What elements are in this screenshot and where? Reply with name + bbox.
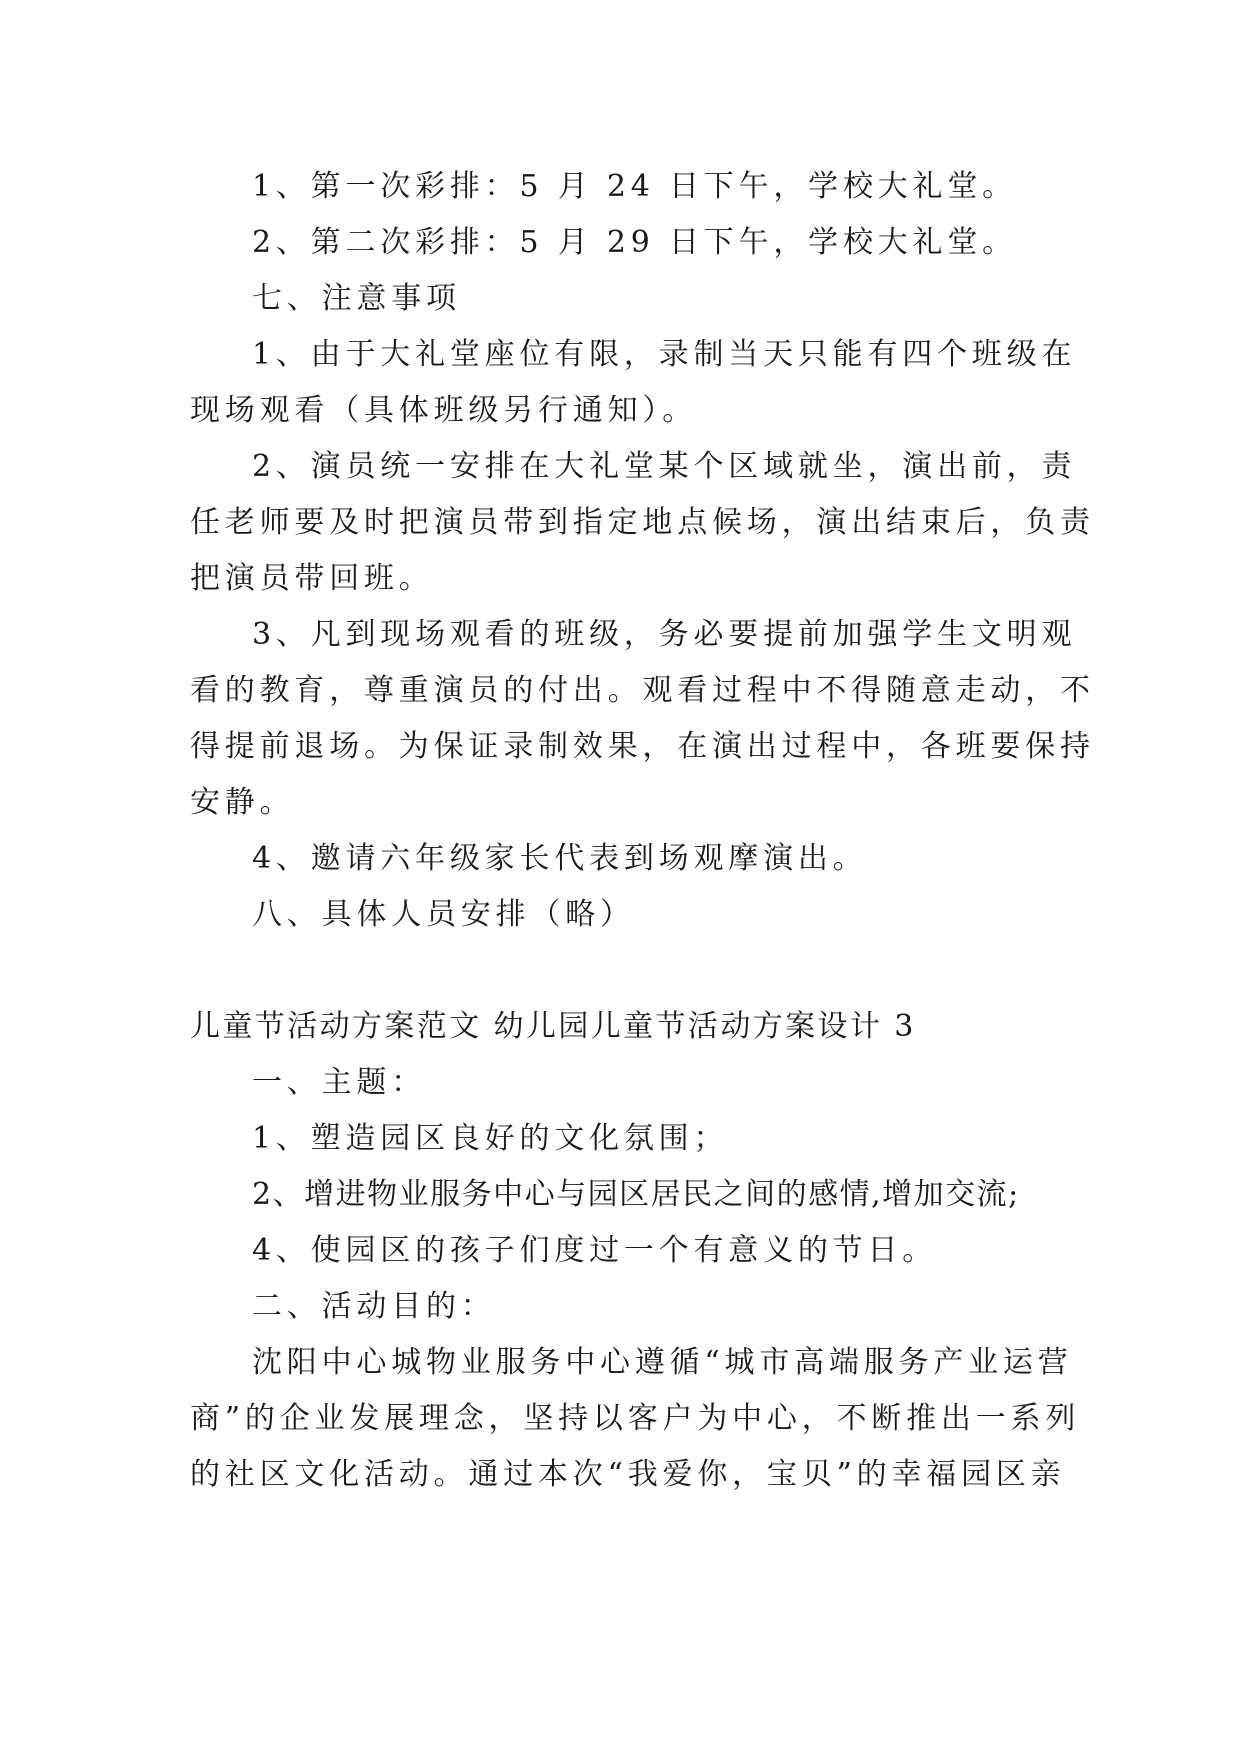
note-3-line-1: 3、凡到现场观看的班级，务必要提前加强学生文明观 [252,617,1077,652]
document-title: 儿童节活动方案范文 幼儿园儿童节活动方案设计 3 [190,1009,916,1044]
rehearsal-2-line: 2、第二次彩排：5 月 29 日下午，学校大礼堂。 [252,225,1017,260]
note-3-line-4: 安静。 [190,785,295,820]
rehearsal-1-line: 1、第一次彩排：5 月 24 日下午，学校大礼堂。 [252,169,1017,204]
note-2-line-3: 把演员带回班。 [190,561,434,596]
theme-item-1: 1、塑造园区良好的文化氛围； [252,1121,729,1156]
note-1-line-2: 现场观看（具体班级另行通知）。 [190,393,697,428]
purpose-line-2: 商”的企业发展理念，坚持以客户为中心，不断推出一系列 [190,1401,1081,1436]
theme-item-4: 4、使园区的孩子们度过一个有意义的节日。 [252,1233,938,1268]
note-2-line-2: 任老师要及时把演员带到指定地点候场，演出结束后，负责 [190,505,1095,540]
note-3-line-2: 看的教育，尊重演员的付出。观看过程中不得随意走动，不 [190,673,1095,708]
section-heading-theme: 一、主题： [252,1065,426,1100]
note-2-line-1: 2、演员统一安排在大礼堂某个区域就坐，演出前，责 [252,449,1077,484]
note-1-line-1: 1、由于大礼堂座位有限，录制当天只能有四个班级在 [252,337,1077,372]
section-heading-purpose: 二、活动目的： [252,1289,496,1324]
purpose-line-3: 的社区文化活动。通过本次“我爱你，宝贝”的幸福园区亲 [190,1457,1066,1492]
section-heading-staff: 八、具体人员安排（略） [252,897,635,932]
note-4-line: 4、邀请六年级家长代表到场观摩演出。 [252,841,868,876]
section-heading-notes: 七、注意事项 [252,281,461,316]
note-3-line-3: 得提前退场。为保证录制效果，在演出过程中，各班要保持 [190,729,1095,764]
theme-item-2: 2、增进物业服务中心与园区居民之间的感情,增加交流; [252,1177,1020,1212]
purpose-line-1: 沈阳中心城物业服务中心遵循“城市高端服务产业运营 [252,1345,1073,1380]
